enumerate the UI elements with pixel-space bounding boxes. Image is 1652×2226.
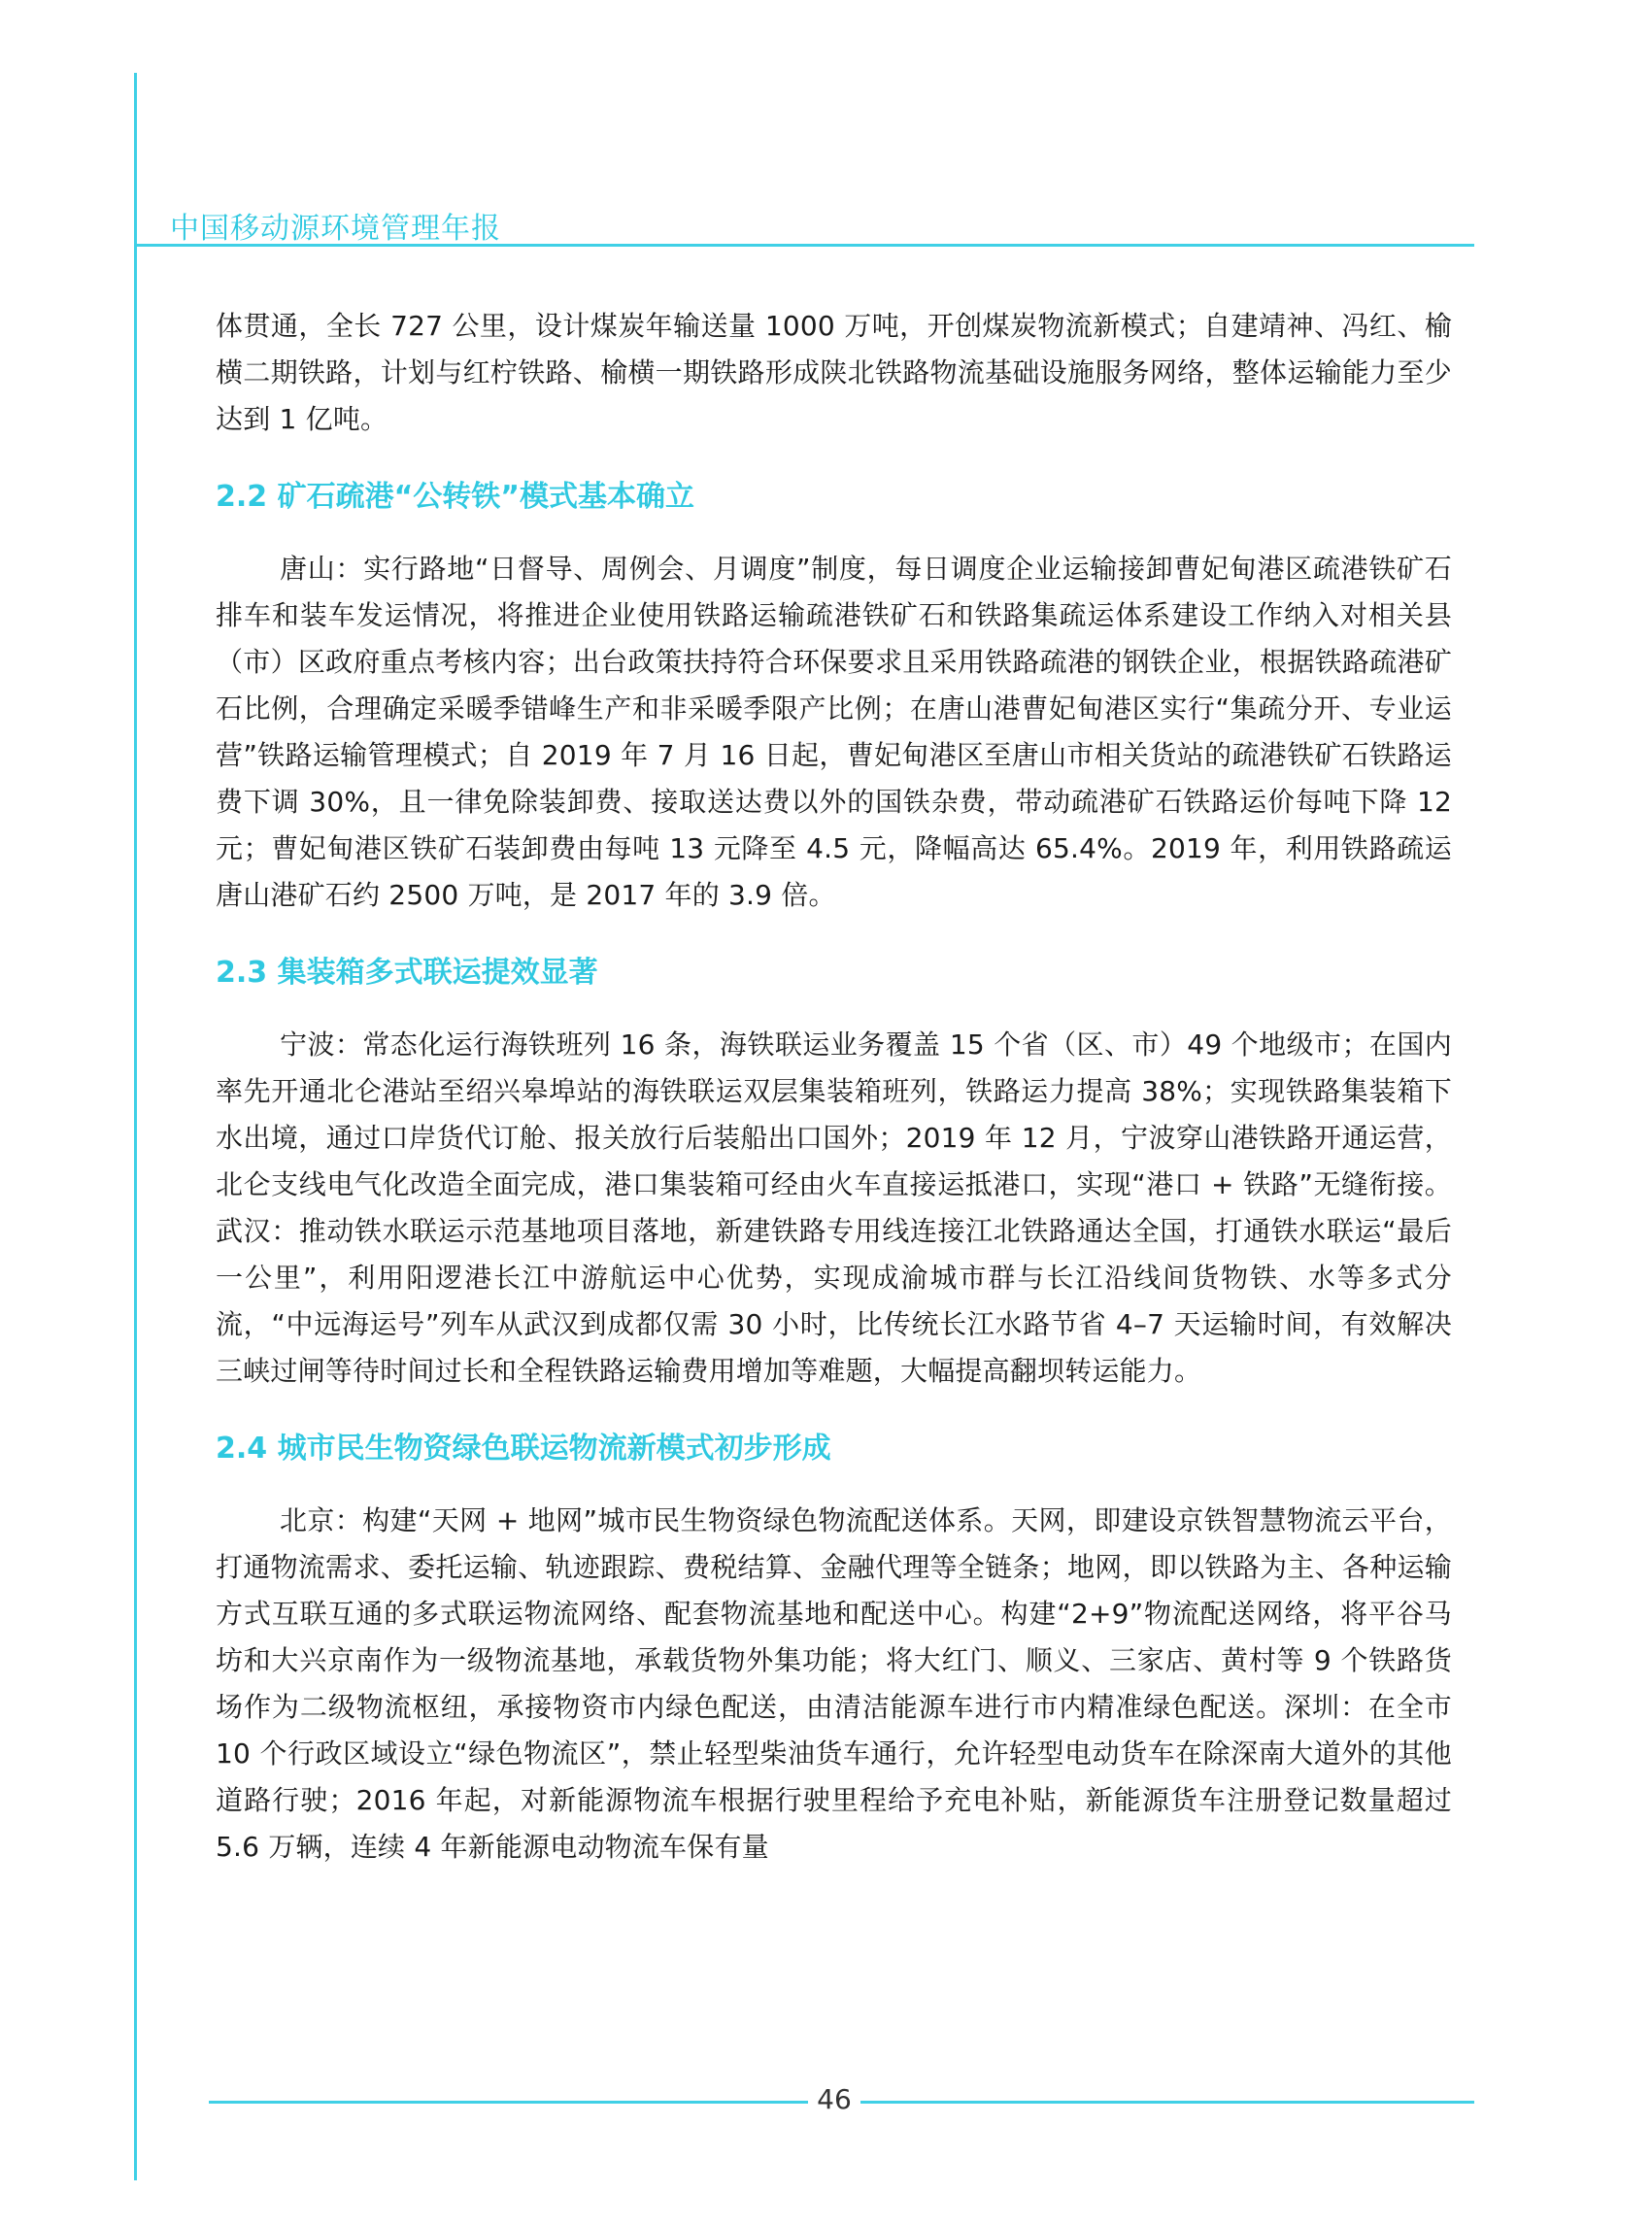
paragraph-beijing-shenzhen: 北京：构建“天网 + 地网”城市民生物资绿色物流配送体系。天网，即建设京铁智慧物流云平台，打通物流需求、委托运输、轨迹跟踪、费税结算、金融代理等全链条；地网，即以铁路为主、各种运输方式互联互通的多式联运物流网络、配套物流基地和配送中心。构建“2+9”物流配送网络，将平谷马坊和大兴京南作为一级物流基地，承载货物外集功能；将大红门、顺义、三家店、黄村等 9 个铁路货场作为二级物流枢纽，承接物资市内绿色配送，由清洁能源车进行市内精准绿色配送。深圳：在全市 10 个行政区域设立“绿色物流区”，禁止轻型柴油货车通行，允许轻型电动货车在除深南大道外的其他道路行驶；2016 年起，对新能源物流车根据行驶里程给予充电补贴，新能源货车注册登记数量超过 5.6 万辆，连续 4 年新能源电动物流车保有量: [216, 1504, 1452, 1863]
running-header-title: 中国移动源环境管理年报: [170, 212, 501, 246]
page-number: 46: [817, 2083, 852, 2115]
paragraph-continued: 体贯通，全长 727 公里，设计煤炭年输送量 1000 万吨，开创煤炭物流新模式；自建靖神、冯红、榆横二期铁路，计划与红柠铁路、榆横一期铁路形成陕北铁路物流基础设施服务网络，整体运输能力至少达到 1 亿吨。: [216, 310, 1452, 435]
paragraph-ningbo-wuhan: 宁波：常态化运行海铁班列 16 条，海铁联运业务覆盖 15 个省（区、市）49 个地级市；在国内率先开通北仑港站至绍兴皋埠站的海铁联运双层集装箱班列，铁路运力提高 38%；实现铁路集装箱下水出境，通过口岸货代订舱、报关放行后装船出口国外；2019 年 12 月，宁波穿山港铁路开通运营，北仑支线电气化改造全面完成，港口集装箱可经由火车直接运抵港口，实现“港口 + 铁路”无缝衔接。武汉：推动铁水联运示范基地项目落地，新建铁路专用线连接江北铁路通达全国，打通铁水联运“最后一公里”，利用阳逻港长江中游航运中心优势，实现成渝城市群与长江沿线间货物铁、水等多式分流，“中远海运号”列车从武汉到成都仅需 30 小时，比传统长江水路节省 4–7 天运输时间，有效解决三峡过闸等待时间过长和全程铁路运输费用增加等难题，大幅提高翻坝转运能力。: [216, 1029, 1452, 1387]
footer-rule-right: [860, 2101, 1474, 2104]
section-heading-2-2: 2.2 矿石疏港“公转铁”模式基本确立: [216, 480, 695, 514]
section-heading-2-4: 2.4 城市民生物资绿色联运物流新模式初步形成: [216, 1432, 831, 1466]
left-accent-rule: [134, 73, 137, 2180]
page-body: [216, 303, 1452, 1871]
footer-rule-left: [209, 2101, 808, 2104]
section-heading-2-3: 2.3 集装箱多式联运提效显著: [216, 956, 598, 990]
paragraph-tangshan: 唐山：实行路地“日督导、周例会、月调度”制度，每日调度企业运输接卸曹妃甸港区疏港铁矿石排车和装车发运情况，将推进企业使用铁路运输疏港铁矿石和铁路集疏运体系建设工作纳入对相关县（市）区政府重点考核内容；出台政策扶持符合环保要求且采用铁路疏港的钢铁企业，根据铁路疏港矿石比例，合理确定采暖季错峰生产和非采暖季限产比例；在唐山港曹妃甸港区实行“集疏分开、专业运营”铁路运输管理模式；自 2019 年 7 月 16 日起，曹妃甸港区至唐山市相关货站的疏港铁矿石铁路运费下调 30%，且一律免除装卸费、接取送达费以外的国铁杂费，带动疏港矿石铁路运价每吨下降 12 元；曹妃甸港区铁矿石装卸费由每吨 13 元降至 4.5 元，降幅高达 65.4%。2019 年，利用铁路疏运唐山港矿石约 2500 万吨，是 2017 年的 3.9 倍。: [216, 553, 1452, 911]
